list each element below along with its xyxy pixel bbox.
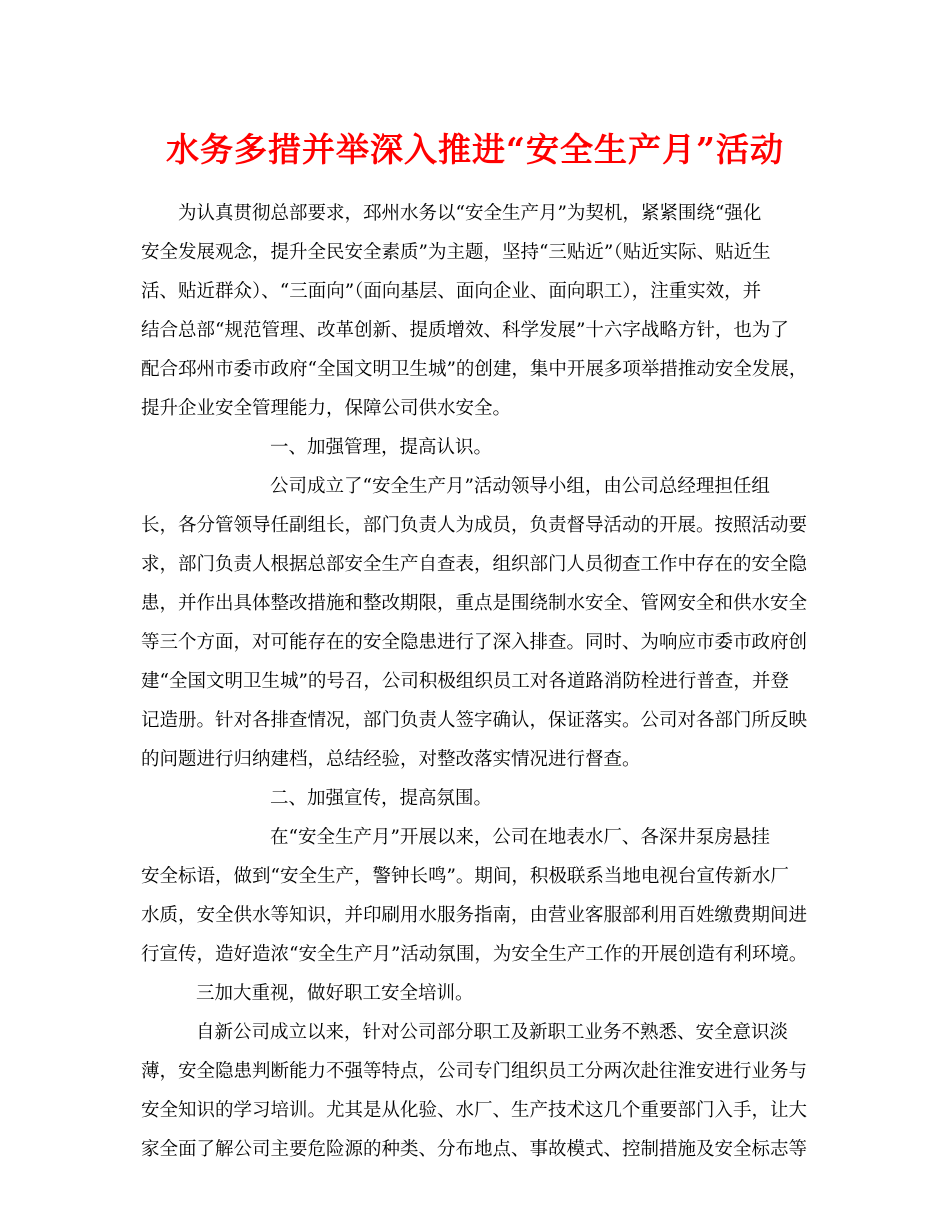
body-line: 自新公司成立以来，针对公司部分职工及新职工业务不熟悉、安全意识淡: [196, 1022, 789, 1043]
body-line: 安全发展观念，提升全民安全素质”为主题，坚持“三贴近”（贴近实际、贴近生: [141, 242, 771, 263]
body-line: 在“安全生产月”开展以来，公司在地表水厂、各深井泵房悬挂: [270, 827, 770, 848]
document-title: 水务多措并举深入推进“安全生产月”活动: [166, 130, 784, 169]
body-line: 安全知识的学习培训。尤其是从化验、水厂、生产技术这几个重要部门入手，让大: [141, 1100, 808, 1121]
body-line: 结合总部“规范管理、改革创新、提质增效、科学发展”十六字战略方针，也为了: [141, 320, 789, 341]
body-line: 等三个方面，对可能存在的安全隐患进行了深入排查。同时、为响应市委市政府创: [141, 632, 808, 653]
body-line: 水质，安全供水等知识，并印刷用水服务指南，由营业客服部利用百姓缴费期间进: [141, 905, 808, 926]
body-line: 安全标语，做到“安全生产，警钟长鸣”。期间，积极联系当地电视台宣传新水厂: [141, 866, 789, 887]
body-line: 求，部门负责人根据总部安全生产自查表，组织部门人员彻查工作中存在的安全隐: [141, 554, 808, 575]
body-line: 配合邳州市委市政府“全国文明卫生城”的创建，集中开展多项举措推动安全发展，: [141, 359, 808, 380]
section-heading: 一、加强管理，提高认识。: [270, 437, 493, 458]
body-line: 活、贴近群众）、“三面向”（面向基层、面向企业、面向职工），注重实效，并: [141, 281, 762, 302]
body-line: 家全面了解公司主要危险源的种类、分布地点、事故模式、控制措施及安全标志等: [141, 1139, 808, 1160]
body-line: 记造册。针对各排查情况，部门负责人签字确认，保证落实。公司对各部门所反映: [141, 710, 808, 731]
body-line: 公司成立了“安全生产月”活动领导小组，由公司总经理担任组: [270, 476, 770, 497]
body-line: 行宣传，造好造浓“安全生产月”活动氛围，为安全生产工作的开展创造有利环境。: [141, 944, 808, 965]
section-heading: 二、加强宣传，提高氛围。: [270, 788, 493, 809]
body-line: 患，并作出具体整改措施和整改期限，重点是围绕制水安全、管网安全和供水安全: [141, 593, 808, 614]
body-line: 为认真贯彻总部要求，邳州水务以“安全生产月”为契机，紧紧围绕“强化: [178, 203, 762, 224]
body-line: 提升企业安全管理能力，保障公司供水安全。: [141, 398, 512, 419]
body-line: 长，各分管领导任副组长，部门负责人为成员，负责督导活动的开展。按照活动要: [141, 515, 808, 536]
body-line: 的问题进行归纳建档，总结经验，对整改落实情况进行督查。: [141, 749, 641, 770]
section-heading: 三加大重视，做好职工安全培训。: [196, 983, 474, 1004]
body-line: 薄，安全隐患判断能力不强等特点，公司专门组织员工分两次赴往淮安进行业务与: [141, 1061, 808, 1082]
body-line: 建“全国文明卫生城”的号召，公司积极组织员工对各道路消防栓进行普查，并登: [141, 671, 789, 692]
